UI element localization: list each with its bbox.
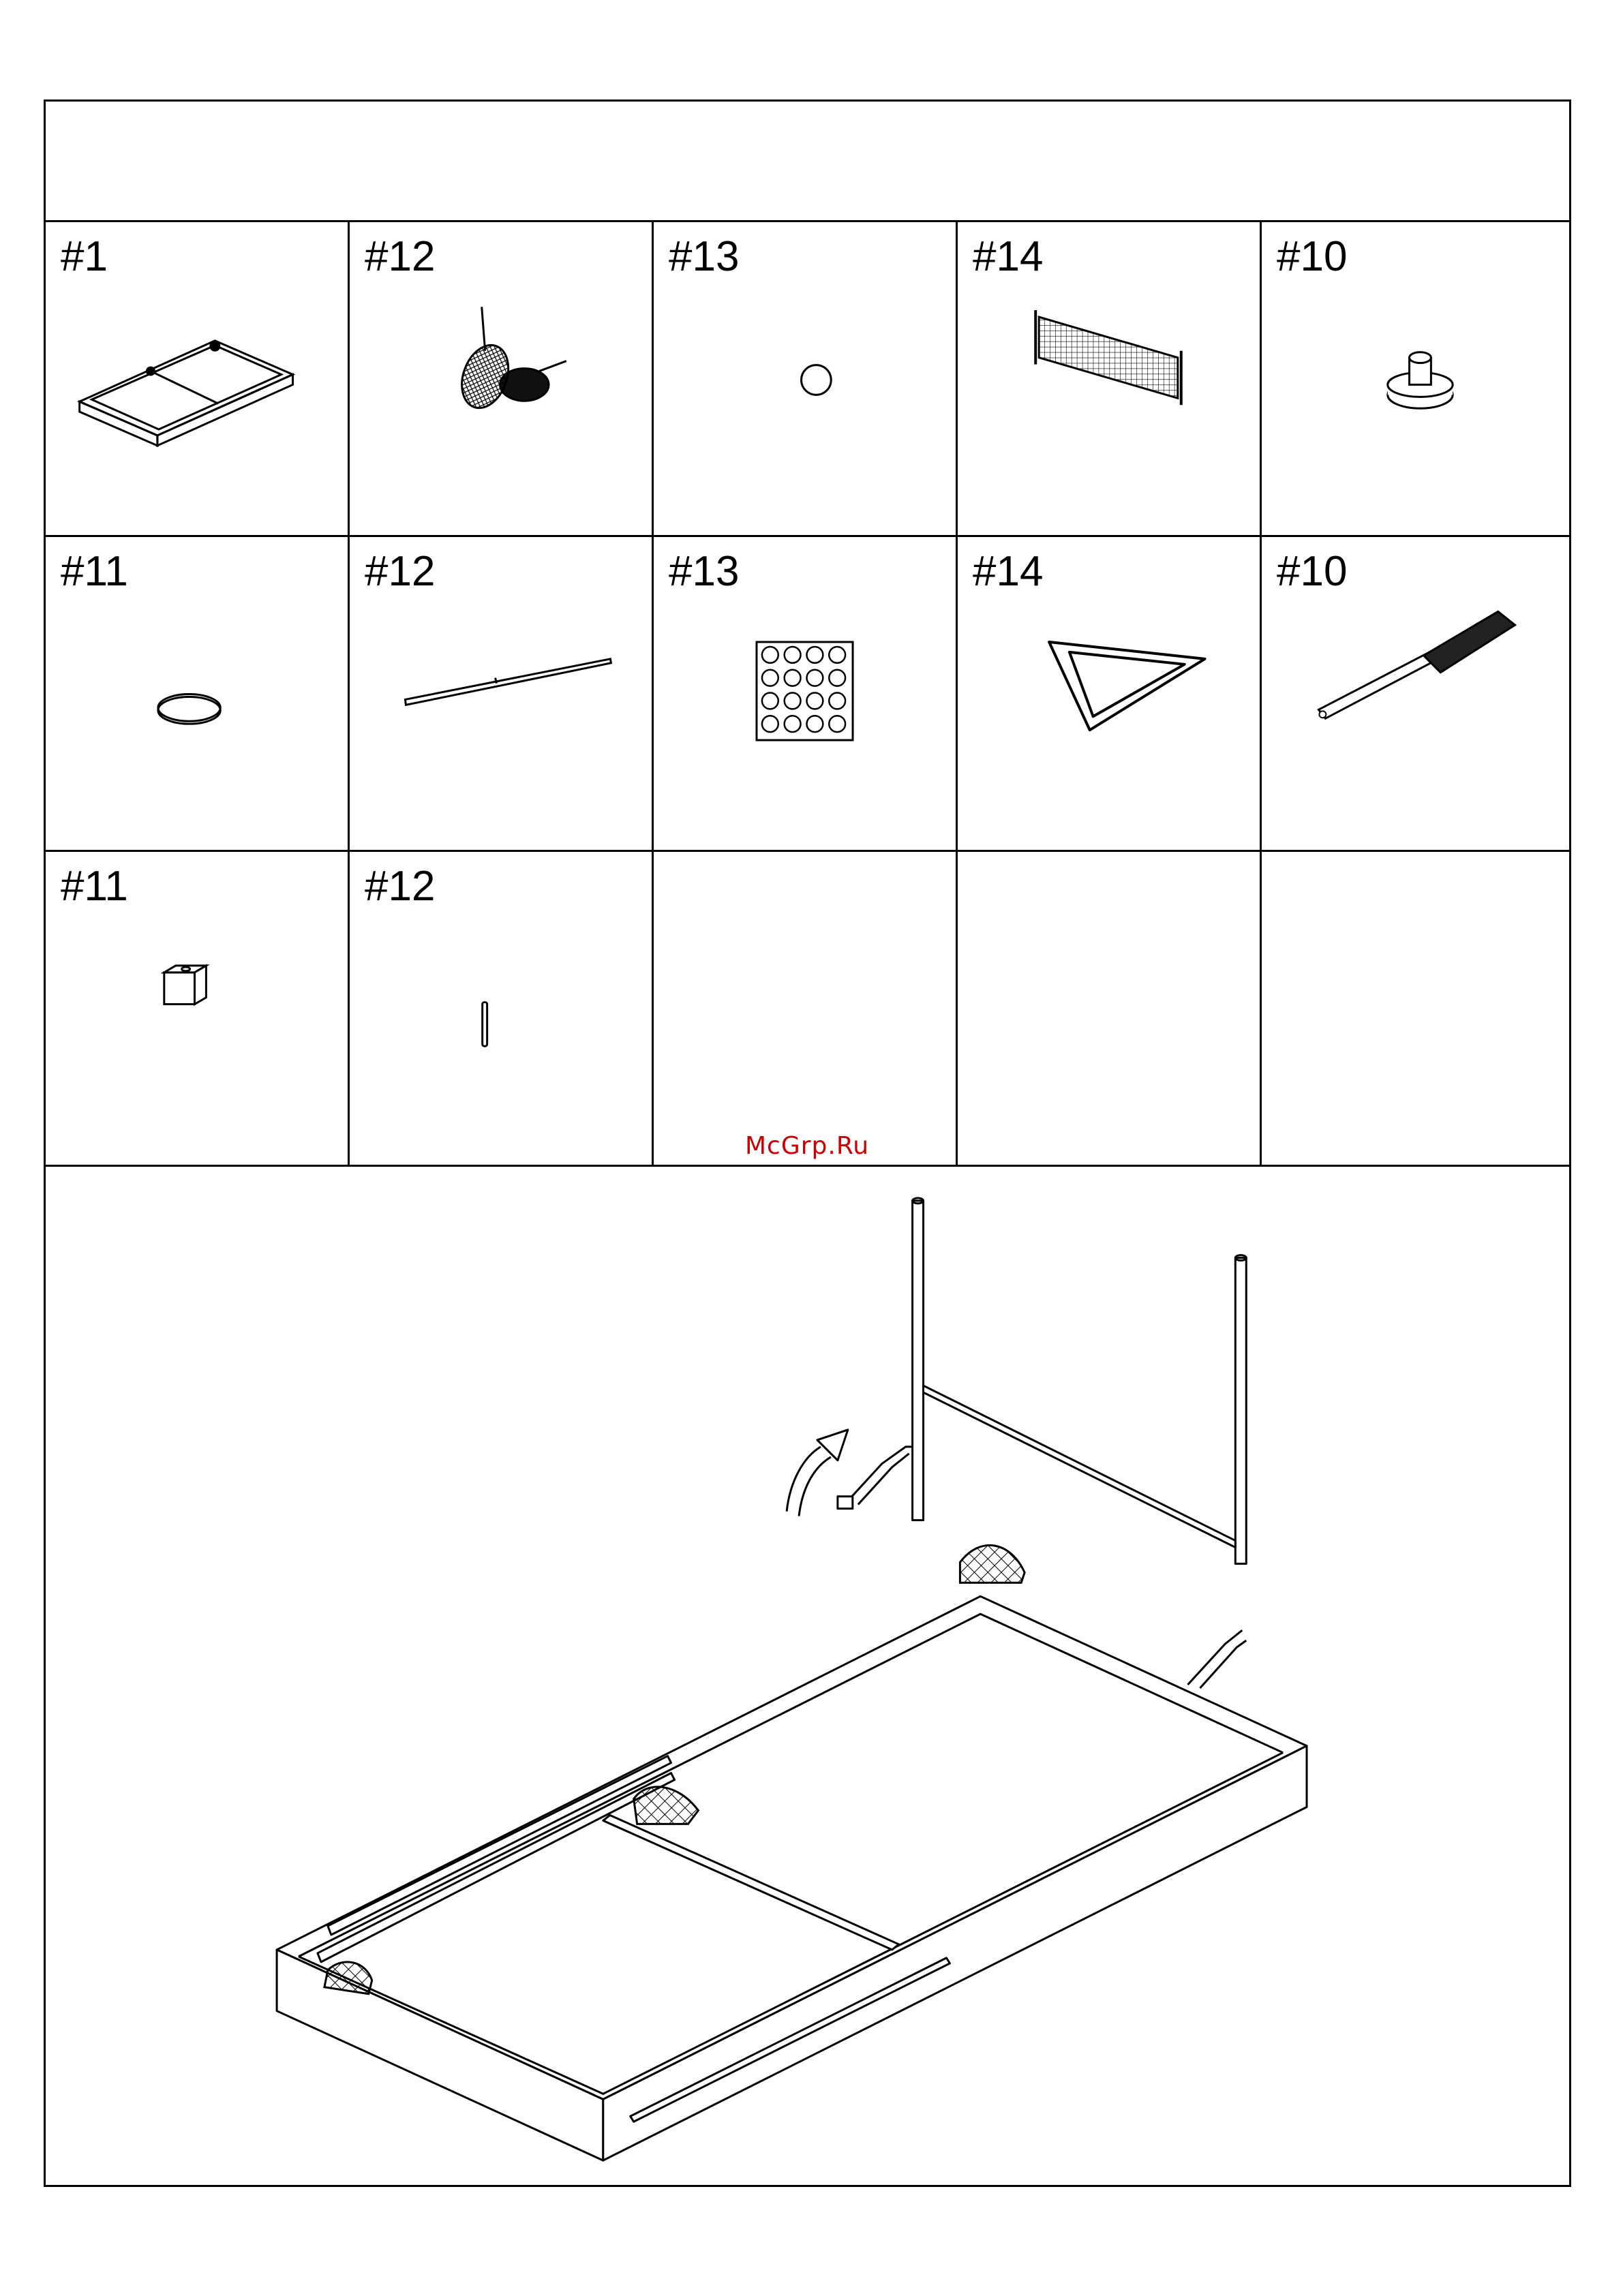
pin-icon — [350, 852, 652, 1165]
part-cell-4 — [958, 222, 1262, 537]
parts-grid — [46, 222, 1569, 1167]
part-label: #13 — [669, 548, 740, 595]
part-label: #12 — [365, 548, 436, 595]
watermark: McGrp.Ru — [745, 1132, 870, 1160]
part-cell-5 — [1262, 222, 1569, 537]
part-cell-15 — [1262, 852, 1569, 1167]
header-band — [46, 102, 1569, 222]
billiard-cue-icon — [350, 537, 652, 850]
table-tennis-paddles-icon — [350, 222, 652, 535]
part-label: #14 — [973, 233, 1044, 280]
part-cell-11 — [46, 852, 350, 1167]
assembly-illustration-icon — [46, 1167, 1569, 2185]
billiard-balls-set-icon — [654, 537, 956, 850]
part-label: #11 — [61, 548, 128, 595]
part-label: #13 — [669, 233, 740, 280]
part-label: #10 — [1277, 233, 1348, 280]
chalk-cube-icon — [46, 852, 348, 1165]
part-cell-9 — [958, 537, 1262, 852]
part-label: #12 — [365, 863, 436, 910]
game-board-tray-icon — [46, 222, 348, 535]
part-cell-10 — [1262, 537, 1569, 852]
part-label: #10 — [1277, 548, 1348, 595]
part-label: #11 — [61, 863, 128, 910]
assembly-illustration — [46, 1167, 1569, 2185]
part-cell-7 — [350, 537, 654, 852]
part-label: #14 — [973, 548, 1044, 595]
cleaning-brush-icon — [1262, 537, 1569, 850]
table-tennis-ball-icon — [654, 222, 956, 535]
part-cell-1 — [46, 222, 350, 537]
part-label: #1 — [61, 233, 108, 280]
part-cell-3 — [654, 222, 958, 537]
part-cell-6 — [46, 537, 350, 852]
air-hockey-pusher-icon — [1262, 222, 1569, 535]
air-hockey-puck-icon — [46, 537, 348, 850]
part-cell-2 — [350, 222, 654, 537]
part-cell-12 — [350, 852, 654, 1167]
billiard-triangle-icon — [958, 537, 1260, 850]
table-tennis-net-icon — [958, 222, 1260, 535]
part-cell-8 — [654, 537, 958, 852]
part-label: #12 — [365, 233, 436, 280]
part-cell-14 — [958, 852, 1262, 1167]
part-cell-13 — [654, 852, 958, 1167]
